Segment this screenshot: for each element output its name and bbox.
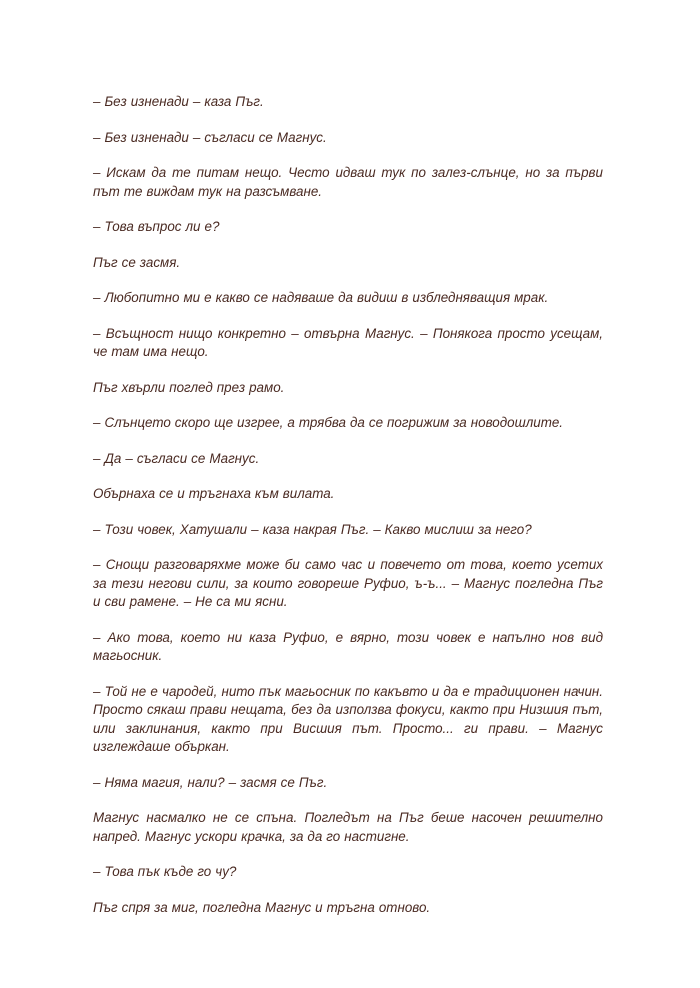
paragraph: – Това пък къде го чу? bbox=[93, 864, 237, 879]
paragraph: Пъг спря за миг, погледна Магнус и тръгна отново. bbox=[93, 899, 431, 915]
paragraph: – Това въпрос ли е? bbox=[93, 219, 220, 234]
paragraph: – Той не е чародей, нито пък магьосник по какъвто и да е традиционен начин. Просто сякаш прави нещата, без да използва фокуси, както при Низшия път, или заклинания, както при Висшия път. Просто... ги прави. – Магнус изглеждаше объркан. bbox=[93, 683, 603, 754]
paragraph: – Без изненади – каза Пъг. bbox=[93, 94, 264, 109]
body-text bbox=[93, 93, 603, 934]
paragraph: – Снощи разговаряхме може би само час и повечето от това, което усетих за тези негови сили, за които говореше Руфио, ъ-ъ... – Магнус погледна Пъг и сви рамене. – Не са ми ясни. bbox=[93, 557, 603, 609]
paragraph: – Искам да те питам нещо. Често идваш тук по залез-слънце, но за първи път те виждам тук на разсъмване. bbox=[93, 165, 603, 199]
paragraph: – Да – съгласи се Магнус. bbox=[93, 450, 260, 466]
paragraph: Пъг се засмя. bbox=[93, 254, 181, 270]
paragraph: Магнус насмалко не се спъна. Погледът на Пъг беше насочен решително напред. Магнус ускори крачка, за да го настигне. bbox=[93, 810, 603, 844]
paragraph: – Ако това, което ни каза Руфио, е вярно, този човек е напълно нов вид магьосник. bbox=[93, 629, 603, 663]
paragraph: Обърнаха се и тръгнаха към вилата. bbox=[93, 486, 335, 501]
paragraph: – Без изненади – съгласи се Магнус. bbox=[93, 129, 327, 145]
paragraph: – Всъщност нищо конкретно – отвърна Магнус. – Понякога просто усещам, че там има нещо. bbox=[93, 325, 603, 359]
paragraph: – Няма магия, нали? – засмя се Пъг. bbox=[93, 774, 328, 790]
paragraph: – Любопитно ми е какво се надяваше да видиш в избледняващия мрак. bbox=[93, 290, 549, 305]
paragraph: Пъг хвърли поглед през рамо. bbox=[93, 379, 285, 395]
paragraph: – Слънцето скоро ще изгрее, а трябва да се погрижим за новодошлите. bbox=[93, 415, 564, 430]
paragraph: – Този човек, Хатушали – каза накрая Пъг. – Какво мислиш за него? bbox=[93, 521, 532, 537]
